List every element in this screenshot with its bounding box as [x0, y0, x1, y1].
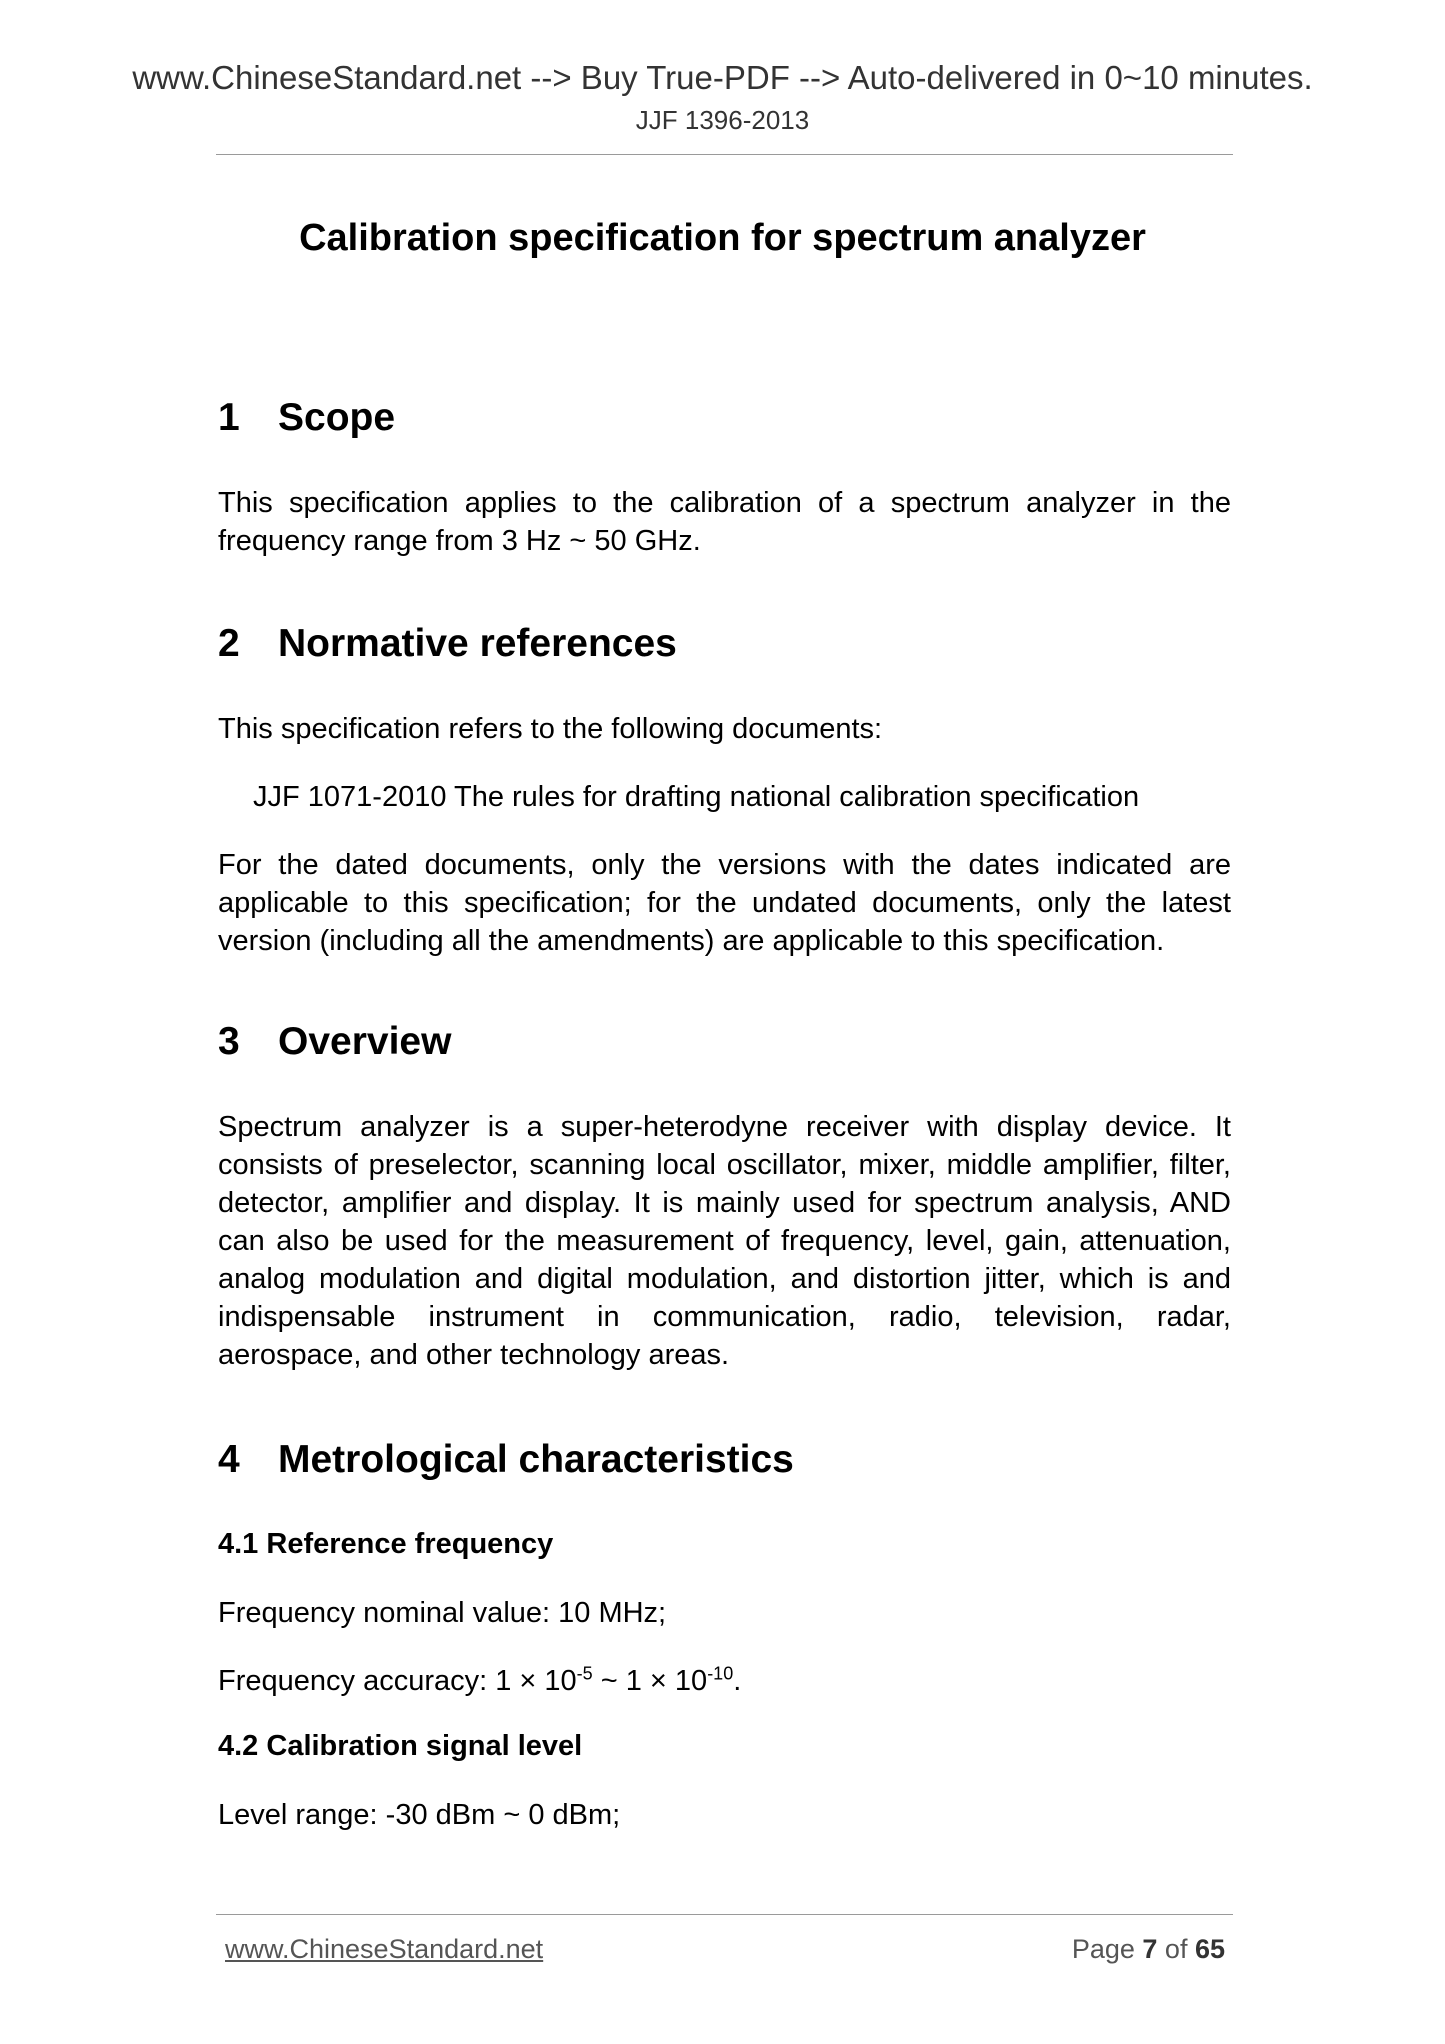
overview-paragraph: Spectrum analyzer is a super-heterodyne receiver with display device. It consists of preselector, scanning local oscillator, mixer, middle amplifier, filter, detector, amplifier and display. It is mainly used for spectrum analysis, AND can also be used for the measurement of frequency, level, gain, attenuation, analog modulation and digital modulation, and distortion jitter, which is and indispensable instrument in communication, radio, television, radar, aerospace, and other technology areas.: [218, 1111, 1231, 1371]
subsection-4-1-heading: 4.1 Reference frequency: [218, 1528, 554, 1560]
standard-code: JJF 1396-2013: [635, 105, 810, 135]
page-current: 7: [1142, 1934, 1158, 1964]
section-3-heading: [218, 1018, 451, 1066]
section-number: 1: [218, 396, 240, 439]
accuracy-exponent-2: -10: [707, 1663, 734, 1684]
section-1-heading: [218, 394, 395, 442]
header-divider: [216, 154, 1233, 155]
page-total: 65: [1194, 1934, 1225, 1964]
header-banner: www.ChineseStandard.net --> Buy True-PDF --> Auto-delivered in 0~10 minutes.: [132, 59, 1313, 96]
reference-item: JJF 1071-2010 The rules for drafting national calibration specification: [253, 781, 1140, 813]
section-number: 4: [218, 1438, 240, 1481]
section-title: Scope: [278, 396, 396, 439]
document-title: Calibration specification for spectrum analyzer: [299, 217, 1146, 259]
section-number: 2: [218, 622, 240, 665]
frequency-nominal-value: Frequency nominal value: 10 MHz;: [218, 1597, 667, 1629]
references-intro: This specification refers to the following documents:: [218, 713, 883, 745]
accuracy-prefix: Frequency accuracy: 1 × 10: [218, 1665, 577, 1697]
page-indicator: [1072, 1932, 1225, 1966]
footer-site-link[interactable]: www.ChineseStandard.net: [225, 1934, 544, 1964]
scope-paragraph: This specification applies to the calibration of a spectrum analyzer in the frequency range from 3 Hz ~ 50 GHz.: [218, 487, 1231, 557]
frequency-accuracy: [218, 1662, 1231, 1700]
section-title: Metrological characteristics: [278, 1438, 794, 1481]
page-mid: of: [1157, 1934, 1195, 1964]
section-title: Normative references: [278, 622, 677, 665]
section-number: 3: [218, 1020, 240, 1063]
subsection-4-2-heading: 4.2 Calibration signal level: [218, 1730, 583, 1762]
section-2-heading: [218, 620, 677, 668]
accuracy-suffix: .: [733, 1665, 742, 1697]
accuracy-exponent-1: -5: [576, 1663, 593, 1684]
accuracy-middle: ~ 1 × 10: [592, 1665, 708, 1697]
references-paragraph: For the dated documents, only the versions with the dates indicated are applicable to this specification; for the undated documents, only the latest version (including all the amendments) are applicable to this specification.: [218, 849, 1231, 957]
level-range: Level range: -30 dBm ~ 0 dBm;: [218, 1799, 621, 1831]
footer-divider: [216, 1914, 1233, 1915]
page-prefix: Page: [1071, 1934, 1143, 1964]
section-4-heading: [218, 1436, 794, 1484]
section-title: Overview: [278, 1020, 452, 1063]
